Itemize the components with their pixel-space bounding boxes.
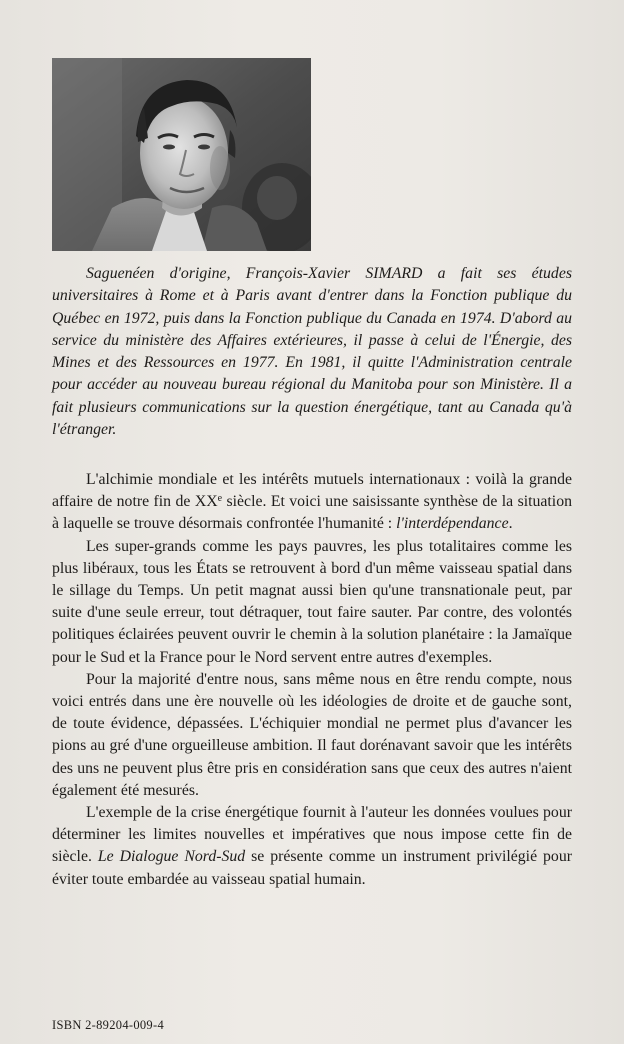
author-portrait-photo <box>52 58 311 251</box>
book-title-emphasis: Le Dialogue Nord-Sud <box>97 848 246 866</box>
summary-paragraph: Pour la majorité d'entre nous, sans même nous en être rendu compte, nous voici entrés dans une ère nouvelle où les idéologies de droite et de gauche sont, de toute évidence, dépassées. L'échiquier mondial ne permet plus d'avancer les pions au gré d'une orgueilleuse ambition. Il faut dorénavant savoir que les intérêts des uns ne peuvent plus être pris en considération sans que ceux des autres n'aient également été mesurés. <box>52 670 572 799</box>
author-biography: Saguenéen d'origine, François-Xavier SIMARD a fait ses études universitaires à Rome et à Paris avant d'entrer dans la Fonction publique du Québec en 1972, puis dans la Fonction publique du Canada en 1974. D'abord au service du ministère des Affaires extérieures, il passe à celui de l'Énergie, des Mines et des Ressources en 1977. En 1981, il quitte l'Administration centrale pour accéder au nouveau bureau régional du Manitoba pour son Ministère. Il a fait plusieurs communications sur la question énergétique, tant au Canada qu'à l'étranger. <box>52 265 572 439</box>
book-summary <box>52 469 572 891</box>
paragraph-text: L'exemple de la crise énergétique fournit à l'auteur les données voulues pour déterminer les limites nouvelles et impératives que nous impose cette fin de siècle. <box>52 804 572 866</box>
isbn-number: ISBN 2-89204-009-4 <box>52 1018 164 1032</box>
summary-paragraph <box>52 802 572 891</box>
paragraph-text: se présente comme un instrument privilégié pour éviter toute embardée au vaisseau spatial humain. <box>52 848 572 888</box>
paragraph-text: . <box>508 515 513 533</box>
paragraph-text: L'alchimie mondiale et les intérêts mutuels internationaux : voilà la grande affaire de notre fin de XX <box>52 471 572 511</box>
summary-paragraph <box>52 469 572 536</box>
paragraph-text: siècle. Et voici une saisissante synthèse de la situation à laquelle se trouve désormais confrontée l'humanité : <box>52 493 572 533</box>
century-superscript: e <box>217 493 223 505</box>
emphasis-text: l'interdépendance <box>396 515 509 533</box>
summary-paragraph: Les super-grands comme les pays pauvres, les plus totalitaires comme les plus libéraux, tous les États se retrouvent à bord d'un même vaisseau spatial dans le sillage du Temps. Un petit magnat aussi bien qu'une transnationale peut, par suite d'une seule erreur, tout détraquer, tout faire sauter. Par contre, des volontés politiques éclairées peuvent ouvrir le chemin à la solution planétaire : la Jamaïque pour le Sud et la France pour le Nord servent entre autres d'exemples. <box>52 537 572 666</box>
